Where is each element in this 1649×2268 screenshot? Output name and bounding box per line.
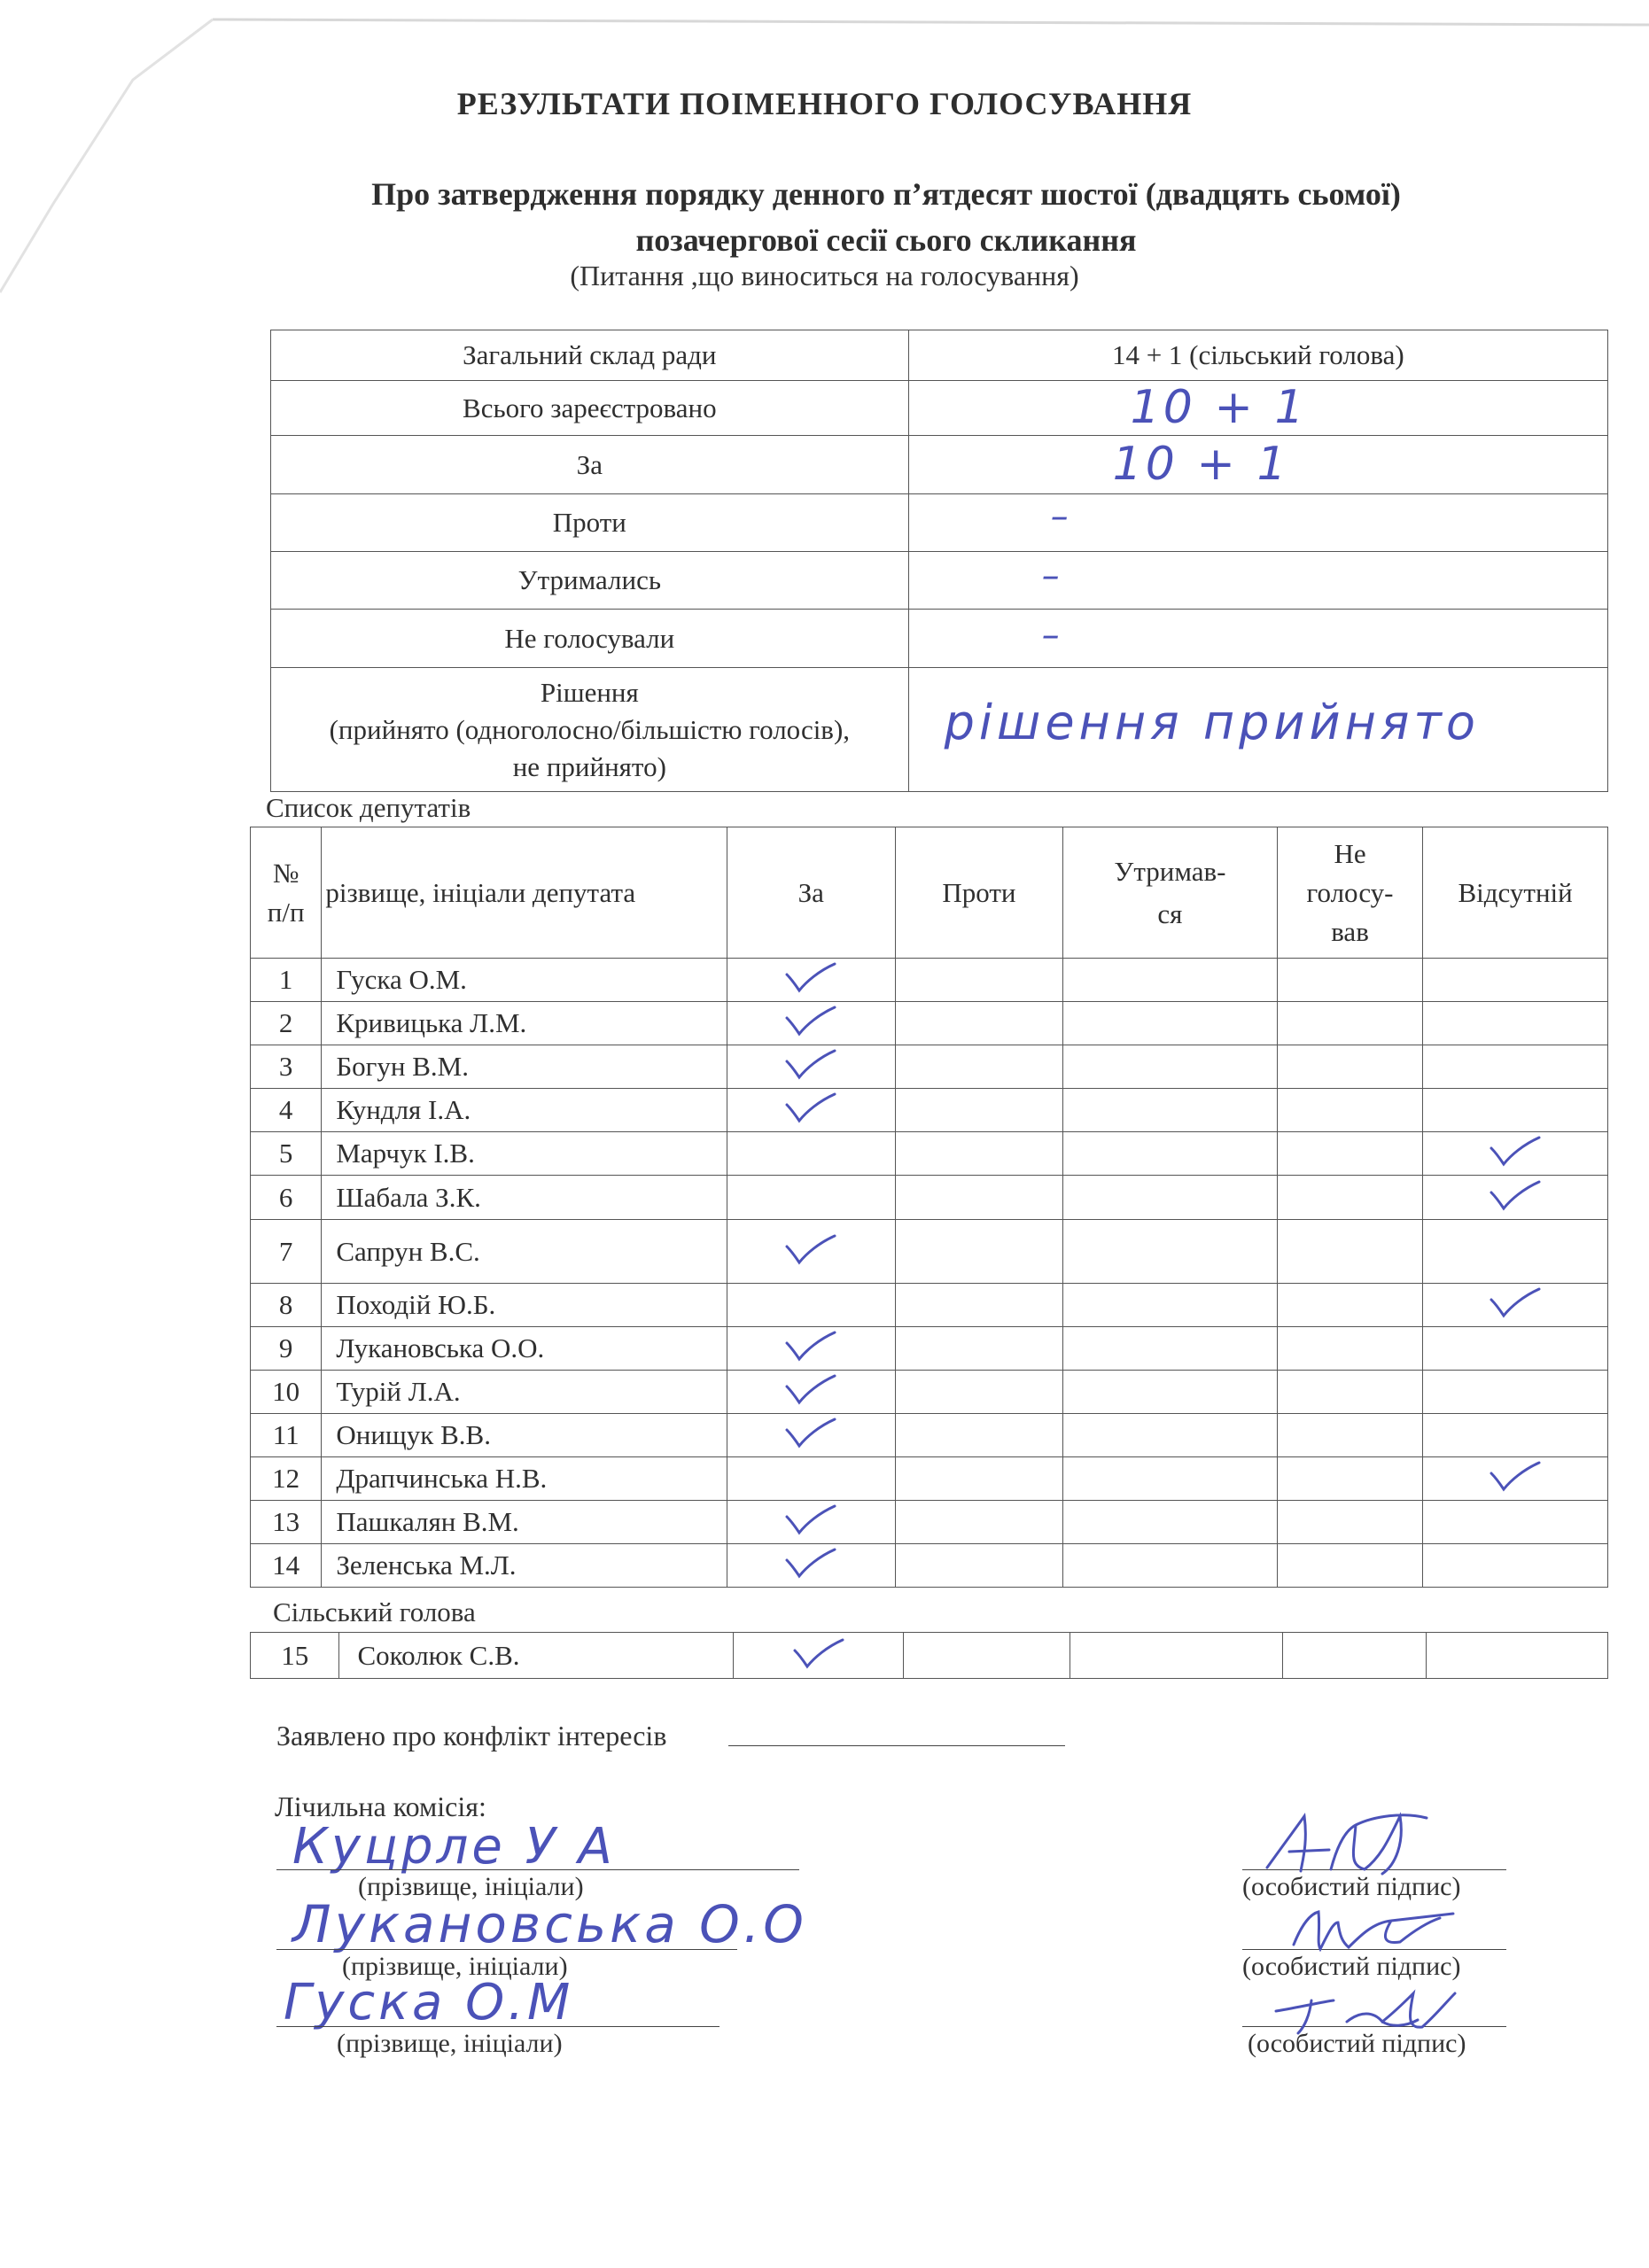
summary-label: Проти xyxy=(271,494,909,552)
decision-label-line: (прийнято (одноголосно/більшістю голосів), xyxy=(329,713,851,745)
deputy-number: 14 xyxy=(251,1544,322,1588)
summary-row-abstained xyxy=(271,552,1608,610)
handwritten-commission-name: Куцрле У А xyxy=(292,1818,616,1876)
village-head-row-group xyxy=(251,1633,1608,1679)
vote-cell-against xyxy=(895,1327,1062,1371)
vote-cell-for xyxy=(727,1176,895,1220)
col-header-number xyxy=(251,827,322,959)
name-caption: (прізвище, ініціали) xyxy=(358,1872,584,1901)
vote-cell-against xyxy=(895,1220,1062,1284)
vote-cell-not-voted xyxy=(1277,1132,1422,1176)
signature-2 xyxy=(1294,1912,1453,1949)
commission-name-line xyxy=(276,1949,737,1950)
check-mark-icon xyxy=(783,1231,838,1266)
deputy-row xyxy=(251,1544,1608,1588)
deputy-name: Сапрун В.С. xyxy=(322,1220,727,1284)
vote-cell-against xyxy=(895,1002,1062,1045)
handwritten-dash: – xyxy=(1041,615,1063,656)
vote-cell-against xyxy=(895,1045,1062,1089)
summary-row-registered xyxy=(271,381,1608,436)
vote-cell-abstained xyxy=(1063,1371,1278,1414)
vote-cell-against xyxy=(895,1176,1062,1220)
col-header-absent: Відсутній xyxy=(1423,827,1608,959)
summary-label: Утримались xyxy=(271,552,909,610)
vote-cell-not-voted xyxy=(1277,1284,1422,1327)
deputy-row xyxy=(251,1089,1608,1132)
vote-cell-absent xyxy=(1423,1501,1608,1544)
vote-cell-against xyxy=(895,1132,1062,1176)
vote-cell-against xyxy=(895,1544,1062,1588)
vote-cell-for xyxy=(727,1327,895,1371)
vote-cell-for xyxy=(727,1132,895,1176)
vote-cell-not-voted xyxy=(1277,959,1422,1002)
village-head-row xyxy=(251,1633,1608,1679)
deputy-number: 9 xyxy=(251,1327,322,1371)
deputy-number: 7 xyxy=(251,1220,322,1284)
deputy-name: Богун В.М. xyxy=(322,1045,727,1089)
header-line: п/п xyxy=(267,896,305,928)
vote-cell-for xyxy=(727,1045,895,1089)
check-mark-icon xyxy=(791,1635,846,1670)
vote-cell-for xyxy=(727,1284,895,1327)
check-mark-icon xyxy=(783,1045,838,1081)
deputy-name: Пашкалян В.М. xyxy=(322,1501,727,1544)
vote-cell-not-voted xyxy=(1277,1327,1422,1371)
deputy-row xyxy=(251,1284,1608,1327)
vote-cell-against xyxy=(895,1414,1062,1457)
deputy-row xyxy=(251,1371,1608,1414)
summary-value xyxy=(908,436,1607,494)
col-header-not-voted xyxy=(1277,827,1422,959)
vote-cell-absent xyxy=(1423,1132,1608,1176)
check-mark-icon xyxy=(783,1327,838,1363)
deputy-name: Драпчинська Н.В. xyxy=(322,1457,727,1501)
header-line: голосу- xyxy=(1306,876,1394,908)
summary-value xyxy=(908,494,1607,552)
deputy-name: Зеленська М.Л. xyxy=(322,1544,727,1588)
vote-cell-against xyxy=(904,1633,1070,1679)
deputy-name: Лукановська О.О. xyxy=(322,1327,727,1371)
handwritten-for-count: 10 + 1 xyxy=(1112,438,1290,491)
deputies-header-row xyxy=(251,827,1608,959)
decision-label xyxy=(271,668,909,792)
check-mark-icon xyxy=(783,959,838,994)
deputy-row xyxy=(251,1176,1608,1220)
name-caption: (прізвище, ініціали) xyxy=(337,2029,563,2058)
vote-cell-for xyxy=(727,1457,895,1501)
vote-cell-against xyxy=(895,1501,1062,1544)
vote-cell-absent xyxy=(1423,1002,1608,1045)
handwritten-dash: – xyxy=(1050,496,1072,537)
vote-cell-abstained xyxy=(1063,1089,1278,1132)
counting-commission-label: Лічильна комісія: xyxy=(275,1790,486,1822)
vote-cell-against xyxy=(895,1371,1062,1414)
deputy-row xyxy=(251,1414,1608,1457)
vote-cell-absent xyxy=(1423,1544,1608,1588)
summary-label: Всього зареєстровано xyxy=(271,381,909,436)
deputy-number: 13 xyxy=(251,1501,322,1544)
vote-cell-not-voted xyxy=(1277,1220,1422,1284)
signature-caption: (особистий підпис) xyxy=(1242,1872,1461,1901)
deputy-name: Шабала З.К. xyxy=(322,1176,727,1220)
col-header-against: Проти xyxy=(895,827,1062,959)
vote-cell-for xyxy=(727,959,895,1002)
vote-cell-against xyxy=(895,1284,1062,1327)
header-line: № xyxy=(272,857,299,889)
vote-cell-for xyxy=(727,1371,895,1414)
vote-cell-not-voted xyxy=(1277,1089,1422,1132)
vote-cell-abstained xyxy=(1063,1501,1278,1544)
vote-cell-absent xyxy=(1426,1633,1607,1679)
deputy-name: Онищук В.В. xyxy=(322,1414,727,1457)
check-mark-icon xyxy=(783,1414,838,1449)
deputy-row xyxy=(251,1132,1608,1176)
village-head-table xyxy=(250,1632,1608,1679)
col-header-abstained xyxy=(1063,827,1278,959)
vote-cell-for xyxy=(727,1544,895,1588)
conflict-of-interest-line xyxy=(728,1745,1065,1746)
summary-row-total xyxy=(271,330,1608,381)
decision-label-line: не прийнято) xyxy=(512,750,666,782)
vote-cell-absent xyxy=(1423,1220,1608,1284)
vote-cell-absent xyxy=(1423,1045,1608,1089)
summary-row-against xyxy=(271,494,1608,552)
check-mark-icon xyxy=(783,1501,838,1536)
vote-cell-abstained xyxy=(1063,1457,1278,1501)
header-line: Не xyxy=(1334,837,1366,869)
vote-cell-absent xyxy=(1423,1327,1608,1371)
deputy-name: Кривицька Л.М. xyxy=(322,1002,727,1045)
signature-caption: (особистий підпис) xyxy=(1248,2029,1466,2058)
total-composition: 14 + 1 (сільський голова) xyxy=(1111,339,1404,370)
summary-value xyxy=(908,381,1607,436)
check-mark-icon xyxy=(1488,1284,1543,1319)
vote-cell-not-voted xyxy=(1277,1501,1422,1544)
signature-3 xyxy=(1276,1993,1455,2033)
vote-cell-against xyxy=(895,1457,1062,1501)
decision-label-line: Рішення xyxy=(540,676,639,708)
vote-cell-not-voted xyxy=(1277,1544,1422,1588)
page-title: РЕЗУЛЬТАТИ ПОІМЕННОГО ГОЛОСУВАННЯ xyxy=(456,86,1193,121)
vote-cell-for xyxy=(727,1414,895,1457)
commission-name-line xyxy=(276,1869,799,1870)
handwritten-dash: – xyxy=(1041,555,1063,596)
document-subject xyxy=(222,171,1551,263)
vote-cell-abstained xyxy=(1063,1045,1278,1089)
vote-cell-absent xyxy=(1423,1089,1608,1132)
vote-cell-abstained xyxy=(1070,1633,1282,1679)
deputy-row xyxy=(251,1501,1608,1544)
conflict-of-interest-label: Заявлено про конфлікт інтересів xyxy=(276,1720,667,1751)
commission-name-line xyxy=(276,2026,719,2027)
vote-cell-abstained xyxy=(1063,1002,1278,1045)
summary-value xyxy=(908,668,1607,792)
deputy-number: 5 xyxy=(251,1132,322,1176)
vote-cell-for xyxy=(727,1002,895,1045)
deputy-number: 15 xyxy=(251,1633,339,1679)
vote-cell-abstained xyxy=(1063,1132,1278,1176)
vote-cell-abstained xyxy=(1063,1544,1278,1588)
handwritten-commission-name: Лукановська О.О xyxy=(292,1894,807,1954)
vote-cell-abstained xyxy=(1063,1220,1278,1284)
subject-line-1: Про затвердження порядку денного п’ятдесят шостої (двадцять сьомої) xyxy=(371,176,1401,212)
name-caption: (прізвище, ініціали) xyxy=(342,1952,568,1981)
vote-cell-abstained xyxy=(1063,1176,1278,1220)
summary-label: Не голосували xyxy=(271,610,909,668)
deputy-row xyxy=(251,1220,1608,1284)
deputy-number: 11 xyxy=(251,1414,322,1457)
deputy-row xyxy=(251,1457,1608,1501)
vote-cell-for xyxy=(734,1633,904,1679)
check-mark-icon xyxy=(783,1002,838,1037)
check-mark-icon xyxy=(1488,1177,1543,1212)
deputies-table xyxy=(250,827,1608,1588)
handwritten-registered: 10 + 1 xyxy=(1130,381,1308,434)
signature-caption: (особистий підпис) xyxy=(1242,1952,1461,1981)
deputy-name: Турій Л.А. xyxy=(322,1371,727,1414)
deputy-name: Гуска О.М. xyxy=(322,959,727,1002)
check-mark-icon xyxy=(783,1371,838,1406)
vote-cell-abstained xyxy=(1063,1414,1278,1457)
vote-cell-abstained xyxy=(1063,1327,1278,1371)
summary-value xyxy=(908,552,1607,610)
vote-cell-for xyxy=(727,1501,895,1544)
deputy-row xyxy=(251,1045,1608,1089)
summary-table xyxy=(270,330,1608,792)
check-mark-icon xyxy=(1488,1132,1543,1168)
col-header-for: За xyxy=(727,827,895,959)
summary-value xyxy=(908,330,1607,381)
summary-label: Загальний склад ради xyxy=(271,330,909,381)
vote-cell-not-voted xyxy=(1277,1371,1422,1414)
header-line: ся xyxy=(1157,897,1183,929)
vote-cell-against xyxy=(895,959,1062,1002)
check-mark-icon xyxy=(783,1089,838,1124)
vote-cell-absent xyxy=(1423,1414,1608,1457)
summary-row-for xyxy=(271,436,1608,494)
deputy-number: 1 xyxy=(251,959,322,1002)
vote-cell-absent xyxy=(1423,1371,1608,1414)
deputy-number: 8 xyxy=(251,1284,322,1327)
header-line: вав xyxy=(1331,915,1369,947)
deputy-number: 3 xyxy=(251,1045,322,1089)
deputy-name: Соколюк С.В. xyxy=(339,1633,734,1679)
deputy-number: 10 xyxy=(251,1371,322,1414)
vote-cell-absent xyxy=(1423,959,1608,1002)
vote-cell-for xyxy=(727,1089,895,1132)
handwritten-decision: рішення прийнято xyxy=(944,695,1480,750)
deputy-number: 6 xyxy=(251,1176,322,1220)
summary-value xyxy=(908,610,1607,668)
vote-cell-abstained xyxy=(1063,959,1278,1002)
deputies-section-label: Список депутатів xyxy=(266,792,471,823)
deputy-number: 2 xyxy=(251,1002,322,1045)
deputy-name: Кундля І.А. xyxy=(322,1089,727,1132)
vote-cell-against xyxy=(895,1089,1062,1132)
signature-1 xyxy=(1267,1815,1427,1874)
deputy-row xyxy=(251,1002,1608,1045)
summary-row-decision xyxy=(271,668,1608,792)
question-note: (Питання ,що виноситься на голосування) xyxy=(570,260,1079,291)
deputy-row xyxy=(251,959,1608,1002)
deputy-name: Марчук І.В. xyxy=(322,1132,727,1176)
col-header-name: різвище, ініціали депутата xyxy=(322,827,727,959)
vote-cell-not-voted xyxy=(1277,1457,1422,1501)
deputy-row xyxy=(251,1327,1608,1371)
handwritten-commission-name: Гуска О.М xyxy=(284,1974,574,2031)
summary-label: За xyxy=(271,436,909,494)
signatures-graphic xyxy=(1249,1790,1533,2055)
vote-cell-not-voted xyxy=(1277,1002,1422,1045)
vote-cell-not-voted xyxy=(1277,1045,1422,1089)
vote-cell-not-voted xyxy=(1277,1176,1422,1220)
deputy-number: 4 xyxy=(251,1089,322,1132)
vote-cell-not-voted xyxy=(1282,1633,1426,1679)
deputy-rows xyxy=(251,959,1608,1588)
header-line: Утримав- xyxy=(1114,855,1226,887)
vote-cell-for xyxy=(727,1220,895,1284)
vote-cell-not-voted xyxy=(1277,1414,1422,1457)
deputy-name: Походій Ю.Б. xyxy=(322,1284,727,1327)
subject-line-2: позачергової сесії сього скликання xyxy=(635,222,1137,258)
deputy-number: 12 xyxy=(251,1457,322,1501)
check-mark-icon xyxy=(1488,1457,1543,1493)
vote-cell-absent xyxy=(1423,1457,1608,1501)
vote-cell-abstained xyxy=(1063,1284,1278,1327)
summary-row-not-voted xyxy=(271,610,1608,668)
check-mark-icon xyxy=(783,1544,838,1580)
vote-cell-absent xyxy=(1423,1176,1608,1220)
head-section-label: Сільський голова xyxy=(273,1596,476,1627)
vote-cell-absent xyxy=(1423,1284,1608,1327)
